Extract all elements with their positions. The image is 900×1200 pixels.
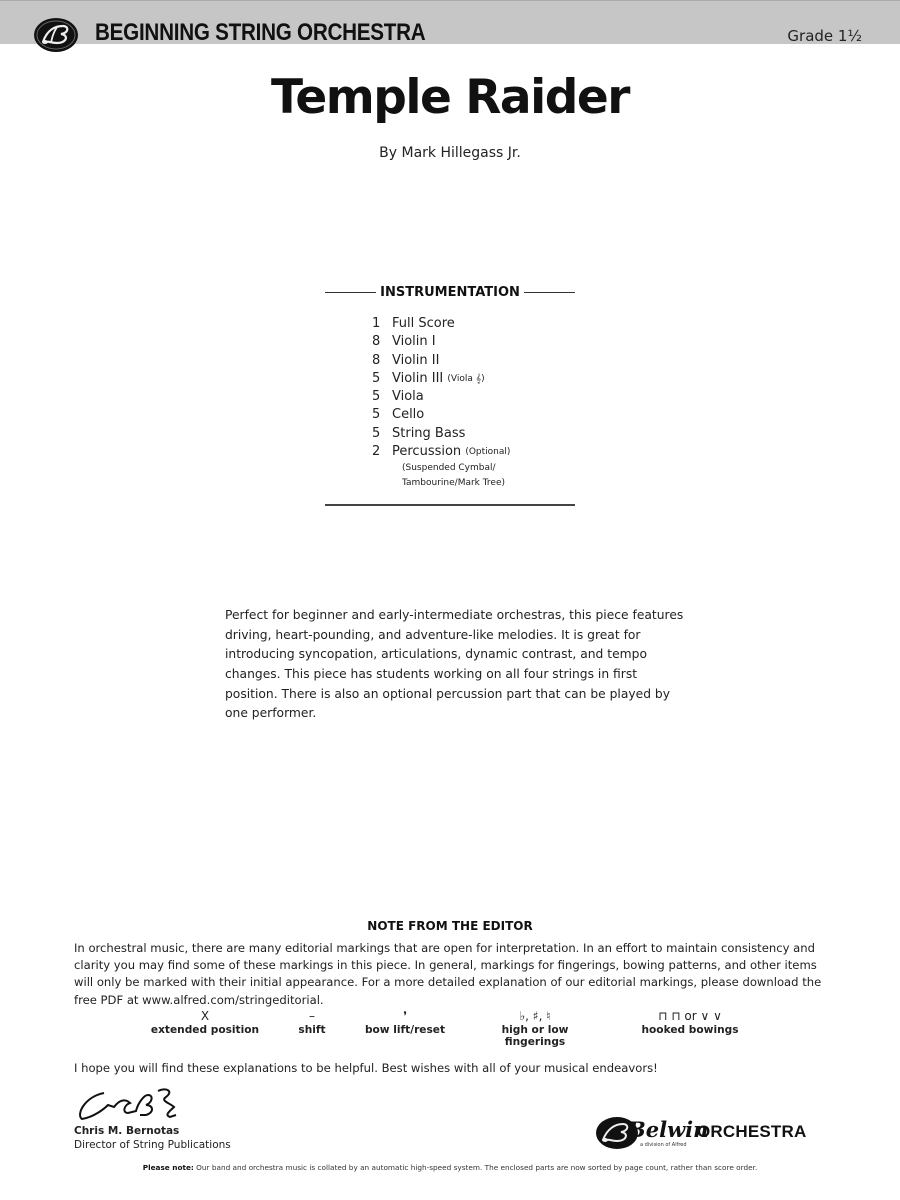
- instrument-name: Cello: [392, 407, 425, 423]
- signature: [74, 1085, 219, 1125]
- marking-label: bow lift/reset: [364, 1024, 446, 1036]
- divider: [325, 504, 575, 506]
- footnote-text: Our band and orchestra music is collated by an automatic high-speed system. The enclosed parts are now sorted by page count, rather than score order.: [193, 1163, 758, 1172]
- editor-note-heading: NOTE FROM THE EDITOR: [367, 919, 533, 933]
- belwin-b-logo-icon: [33, 16, 79, 54]
- instrument-item: [372, 352, 510, 370]
- instrument-name: Violin II: [392, 352, 440, 368]
- marking-label: extended position: [150, 1024, 260, 1036]
- instrument-qty: 5: [372, 425, 381, 441]
- marking-label: hooked bowings: [641, 1024, 739, 1036]
- instrument-item: [372, 406, 510, 424]
- instrumentation-list: [372, 315, 510, 491]
- shift-icon: –: [309, 1009, 315, 1023]
- bowing-icon: ⊓ ⊓ or ∨ ∨: [658, 1009, 722, 1023]
- instrumentation-title: INSTRUMENTATION: [380, 285, 520, 300]
- marking-bow-lift: [355, 1010, 455, 1036]
- composer: By Mark Hillegass Jr.: [379, 145, 521, 161]
- extended-position-icon: X: [200, 1009, 210, 1023]
- instrument-item: [372, 315, 510, 333]
- closing-text: I hope you will find these explanations to be helpful. Best wishes with all of your musical endeavors!: [74, 1061, 658, 1075]
- description: Perfect for beginner and early-intermediate orchestras, this piece features driving, heart-pounding, and adventure-like melodies. It is great for introducing syncopation, articulations, dynamic contrast, and tempo changes. This piece has students working on all four strings in first position. There is also an optional percussion part that can be played by one performer.: [225, 608, 684, 721]
- instrument-item: [372, 370, 510, 388]
- instrument-item: [372, 333, 510, 351]
- belwin-brand: Belwin: [628, 1117, 709, 1142]
- footnote-lead: Please note:: [142, 1163, 194, 1172]
- belwin-subtitle: a division of Alfred: [640, 1142, 687, 1148]
- divider: [325, 292, 376, 293]
- instrument-qty: 8: [372, 334, 381, 350]
- instrument-item: [372, 425, 510, 443]
- instrument-qty: 5: [372, 407, 381, 423]
- series-title: BEGINNING STRING ORCHESTRA: [95, 19, 426, 46]
- signer-name: Chris M. Bernotas: [74, 1125, 180, 1137]
- instrument-name: String Bass: [392, 425, 466, 441]
- belwin-orchestra: ORCHESTRA: [697, 1122, 807, 1141]
- instrument-item: [372, 388, 510, 406]
- instrument-qty: 8: [372, 352, 381, 368]
- marking-label: high or low fingerings: [501, 1024, 569, 1048]
- instrument-note: (Optional): [465, 447, 511, 458]
- instrument-qty: 1: [372, 316, 381, 331]
- bow-lift-icon: ❜: [403, 1009, 407, 1023]
- instrument-qty: 5: [372, 389, 381, 405]
- instrument-subnote: (Suspended Cymbal/: [402, 463, 496, 474]
- marking-extended-position: [140, 1010, 270, 1036]
- instrumentation-heading: [325, 285, 575, 300]
- marking-fingerings: [475, 1010, 595, 1048]
- accidentals-icon: ♭, ♯, ♮: [519, 1009, 551, 1023]
- instrument-name: Violin I: [392, 334, 436, 350]
- divider: [524, 292, 575, 293]
- instrument-name: Violin III: [392, 370, 444, 386]
- signer-title: Director of String Publications: [74, 1139, 231, 1151]
- footnote: [0, 1163, 900, 1172]
- instrument-item: [372, 443, 510, 461]
- marking-shift: [282, 1010, 342, 1036]
- instrument-name: Percussion: [392, 444, 462, 460]
- grade-level: Grade 1½: [787, 27, 862, 45]
- editor-note-body: In orchestral music, there are many editorial markings that are open for interpretation. In an effort to maintain consistency and clarity you may find some of these markings in this piece. In general, markings for fingerings, bowing patterns, and other items will only be marked with their initial appearance. For a more detailed explanation of our editorial markings, please download the free PDF at www.alfred.com/stringeditorial.: [74, 941, 822, 1007]
- instrument-name: Full Score: [392, 316, 455, 331]
- instrument-subnote: Tambourine/Mark Tree): [402, 478, 506, 489]
- instrument-qty: 2: [372, 444, 381, 460]
- piece-title: Temple Raider: [271, 70, 629, 125]
- marking-label: shift: [298, 1024, 326, 1036]
- instrument-note: (Viola 𝄞): [447, 373, 485, 384]
- instrument-name: Viola: [392, 389, 424, 405]
- marking-hooked-bowings: [635, 1010, 745, 1036]
- instrument-qty: 5: [372, 370, 381, 386]
